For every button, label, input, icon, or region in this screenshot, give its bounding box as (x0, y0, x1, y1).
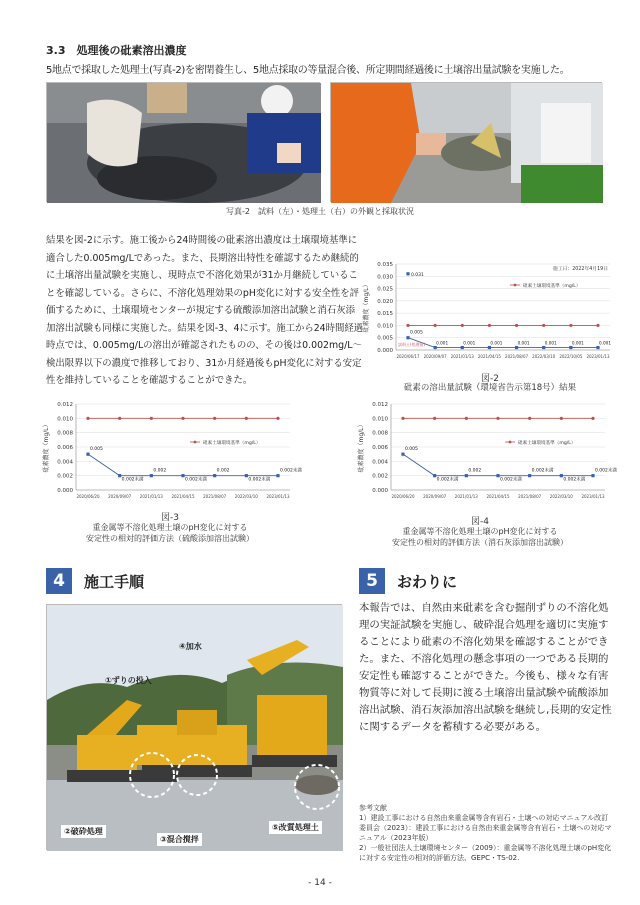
x-tick-label: 2020/09/07 (423, 354, 447, 359)
point-arsenic (542, 346, 545, 349)
series-line-arsenic (403, 454, 593, 476)
y-tick-label: 0.010 (372, 416, 388, 423)
series-line-arsenic (88, 454, 278, 476)
callout-3-mixing: ③混合撹拌 (157, 833, 202, 846)
point-standard (118, 417, 121, 420)
point-arsenic (406, 336, 409, 339)
point-standard (496, 417, 499, 420)
figure-4-chart (355, 398, 617, 510)
point-arsenic (213, 474, 216, 477)
section-4-header (46, 568, 144, 594)
x-tick-label: 2020/06/20 (391, 494, 415, 499)
callout-2-crushing: ②破砕処理 (61, 825, 106, 838)
sample-value-label: 0.031 (411, 272, 424, 278)
y-tick-label: 0.000 (372, 488, 388, 494)
point-label: 0.002未満 (531, 468, 554, 474)
y-tick-label: 0.000 (377, 348, 393, 354)
y-tick-label: 0.008 (372, 430, 388, 437)
point-standard (465, 417, 468, 420)
y-tick-label: 0.006 (57, 445, 73, 451)
later-value-label: 0.001 (571, 340, 584, 346)
x-tick-label: 2023/01/13 (266, 494, 290, 499)
point-label: 0.002未満 (595, 468, 617, 474)
point-standard (213, 417, 216, 420)
legend-label: 砒素土壌環境基準（mg/L） (523, 284, 581, 289)
y-tick-label: 0.000 (57, 488, 73, 494)
point-arsenic (276, 474, 279, 477)
figure-3-title-1: 重金属等不溶化処理土壌のpH変化に対する (92, 523, 248, 532)
y-tick-label: 0.006 (372, 445, 388, 451)
construction-photo (46, 604, 342, 850)
x-tick-label: 2021/04/15 (477, 354, 501, 359)
section-intro: 5地点で採取した処理土(写真-2)を密閉養生し、5地点採取の等量混合後、所定期間経過後に土壌溶出量試験を実施した。 (46, 65, 570, 76)
x-tick-label: 2020/06/17 (396, 354, 420, 359)
point-label: 0.002未満 (248, 477, 271, 483)
y-tick-label: 0.012 (57, 402, 73, 408)
point-label: 0.002未満 (185, 477, 207, 483)
point-standard (528, 417, 531, 420)
photo-treated-soil-right (330, 82, 602, 202)
photo-caption: 写真-2 試料（左）・処理土（右）の外観と採取状況 (226, 207, 414, 216)
soil-label: 試料土(処理前) (398, 342, 426, 348)
figure-2-label: 図-2 (481, 374, 499, 384)
section-5-number: 5 (359, 568, 385, 594)
figure-3-svg (40, 398, 302, 510)
section-5-title: おわりに (397, 572, 458, 591)
reference-item-2: 2）一般社団法人土壌環境センター（2009）：重金属等不溶化処理土壌のpH変化に対する安定性の相対的評価方法、GEPC・TS-02. (359, 844, 612, 862)
x-tick-label: 2022/03/10 (234, 494, 258, 499)
y-axis-label: 砒素濃度（mg/L） (358, 421, 365, 473)
point-label: 0.002 (468, 468, 482, 474)
x-tick-label: 2021/01/13 (450, 354, 474, 359)
point-label: 0.005 (90, 447, 103, 453)
legend-label: 砒素土壌環境基準（mg/L） (203, 441, 261, 446)
x-tick-label: 2022/03/10 (532, 354, 556, 359)
figure-2-title: 砒素の溶出量試験（環境省告示第18号）結果 (403, 383, 577, 393)
point-label: 0.002 (216, 468, 230, 474)
point-standard (515, 324, 518, 327)
x-tick-label: 2022/10/05 (559, 354, 583, 359)
x-tick-label: 2021/08/07 (518, 494, 542, 499)
legend-marker (514, 284, 517, 287)
y-tick-label: 0.005 (377, 335, 393, 342)
legend-marker (194, 441, 197, 444)
later-value-label: 0.001 (544, 340, 557, 346)
x-tick-label: 2023/01/13 (581, 494, 605, 499)
point-standard (406, 324, 409, 327)
point-label: 0.002未満 (563, 477, 586, 483)
later-value-label: 0.001 (599, 340, 611, 346)
y-tick-label: 0.002 (372, 473, 388, 480)
y-tick-label: 0.002 (57, 473, 73, 480)
point-standard (86, 417, 89, 420)
section-body-paragraph: 結果を図-2に示す。施工後から24時間後の砒素溶出濃度は土壌環境基準に適合した0.005mg/Lであった。また、長期溶出特性を確認するため継続的に土壌溶出量試験を実施し、現時点で不溶化効果が31か月継続していることを確認している。さらに、不溶化処理効果のpH変化に対する安全性を評価するために、土壌環境センターが規定する硫酸添加溶出試験と消石灰添加溶出試験も同様に実施した。結果を図-3、4に示す。施工から24時間経過時点では、0.005mg/Lの溶出が確認されたものの、その後は0.002mg/L～検出限界以下の濃度で推移しており、31か月経過後もpH変化に対する安定性を維持していることを確認することができた。 (46, 235, 364, 386)
legend-label: 砒素土壌環境基準（mg/L） (518, 441, 576, 446)
point-standard (461, 324, 464, 327)
point-standard (181, 417, 184, 420)
y-tick-label: 0.004 (372, 459, 388, 466)
x-tick-label: 2020/09/07 (108, 494, 132, 499)
y-tick-label: 0.030 (377, 274, 393, 281)
x-tick-label: 2020/06/20 (76, 494, 100, 499)
point-standard (542, 324, 545, 327)
y-tick-label: 0.004 (57, 459, 73, 466)
point-arsenic (401, 453, 404, 456)
page-number: - 14 - (308, 878, 332, 888)
legend-marker (509, 441, 512, 444)
y-tick-label: 0.012 (372, 402, 388, 408)
point-standard (245, 417, 248, 420)
point-arsenic (150, 474, 153, 477)
x-tick-label: 2021/08/07 (505, 354, 529, 359)
reference-item-1: 1）建設工事における自然由来重金属等含有岩石・土壌への対応マニュアル改訂委員会（2023）：建設工事における自然由来重金属等含有岩石・土壌への対応マニュアル（2023年版） (359, 814, 612, 842)
point-standard (276, 417, 279, 420)
later-value-label: 0.001 (463, 340, 476, 346)
y-tick-label: 0.035 (377, 262, 393, 268)
references (359, 803, 614, 863)
y-tick-label: 0.020 (377, 298, 393, 305)
point-standard (596, 324, 599, 327)
figure-4-label: 図-4 (471, 517, 489, 527)
point-standard (560, 417, 563, 420)
y-tick-label: 0.025 (377, 286, 393, 293)
point-sample (406, 272, 409, 275)
figure-3-title-2: 安定性の相対的評価方法（硫酸添加溶出試験） (86, 534, 254, 543)
point-standard (401, 417, 404, 420)
x-tick-label: 2020/09/07 (423, 494, 447, 499)
point-arsenic (434, 346, 437, 349)
figure-4-title-2: 安定性の相対的評価方法（消石灰添加溶出試験） (392, 538, 568, 547)
y-tick-label: 0.010 (57, 416, 73, 423)
figure-3-chart (40, 398, 302, 510)
x-tick-label: 2022/03/10 (549, 494, 573, 499)
point-arsenic (569, 346, 572, 349)
callout-4-water: ④加水 (179, 642, 202, 651)
figure-4-svg (355, 398, 617, 510)
section-heading-3-3: 3.3 処理後の砒素溶出濃度 (46, 44, 187, 57)
point-arsenic (86, 453, 89, 456)
section-5-body: 本報告では、自然由来砒素を含む掘削ずりの不溶化処理の実証試験を実施し、破砕混合処理を適切に実施することにより砒素の不溶化効果を確認することができた。また、不溶化処理の懸念事項の一つである長期的安定性も確認することができた。今後も、様々な有害物質等に対して長期に渡る土壌溶出量試験や硫酸添加溶出試験、消石灰添加溶出試験を継続し,長期的安定性に関するデータを蓄積する必要がある。 (359, 602, 612, 733)
figure-2-chart (360, 258, 618, 370)
point-label: 0.002未満 (280, 468, 302, 474)
y-axis-label: 砒素濃度（mg/L） (43, 421, 50, 473)
point-arsenic (515, 346, 518, 349)
y-tick-label: 0.015 (377, 311, 393, 318)
section-5-header (359, 568, 457, 594)
section-4-title: 施工手順 (84, 572, 145, 591)
construction-date-label: 施工日：2022年4月19日 (553, 267, 608, 272)
point-arsenic (488, 346, 491, 349)
point-arsenic (528, 474, 531, 477)
point-arsenic (465, 474, 468, 477)
point-label: 0.005 (405, 447, 418, 453)
y-tick-label: 0.008 (57, 430, 73, 437)
callout-5-improved-soil: ⑤改質処理土 (269, 821, 322, 834)
photo-sample-left (46, 82, 320, 202)
x-tick-label: 2021/01/13 (454, 494, 478, 499)
point-standard (433, 417, 436, 420)
point-standard (434, 324, 437, 327)
point-arsenic (596, 346, 599, 349)
later-value-label: 0.001 (490, 340, 503, 346)
section-4-number: 4 (46, 568, 72, 594)
x-tick-label: 2021/01/13 (139, 494, 163, 499)
point-label: 0.002未満 (436, 477, 459, 483)
point-standard (488, 324, 491, 327)
point-label: 0.002未満 (121, 477, 144, 483)
callout-1-input: ①ずりの投入 (105, 676, 152, 685)
x-tick-label: 2021/04/15 (171, 494, 195, 499)
point-arsenic (461, 346, 464, 349)
y-tick-label: 0.010 (377, 323, 393, 330)
x-tick-label: 2023/01/13 (586, 354, 610, 359)
point-standard (569, 324, 572, 327)
later-value-label: 0.001 (436, 340, 449, 346)
references-heading: 参考文献 (359, 804, 387, 812)
x-tick-label: 2021/04/15 (486, 494, 510, 499)
initial-value-label: 0.005 (410, 330, 423, 336)
point-label: 0.002未満 (500, 477, 522, 483)
x-tick-label: 2021/08/07 (203, 494, 227, 499)
figure-2-svg (360, 258, 618, 370)
point-standard (591, 417, 594, 420)
y-axis-label: 砒素濃度（mg/L） (363, 281, 370, 333)
point-standard (150, 417, 153, 420)
figure-3-label: 図-3 (161, 513, 179, 523)
figure-4-title-1: 重金属等不溶化処理土壌のpH変化に対する (402, 527, 558, 536)
later-value-label: 0.001 (517, 340, 530, 346)
point-arsenic (591, 474, 594, 477)
point-label: 0.002 (153, 468, 167, 474)
